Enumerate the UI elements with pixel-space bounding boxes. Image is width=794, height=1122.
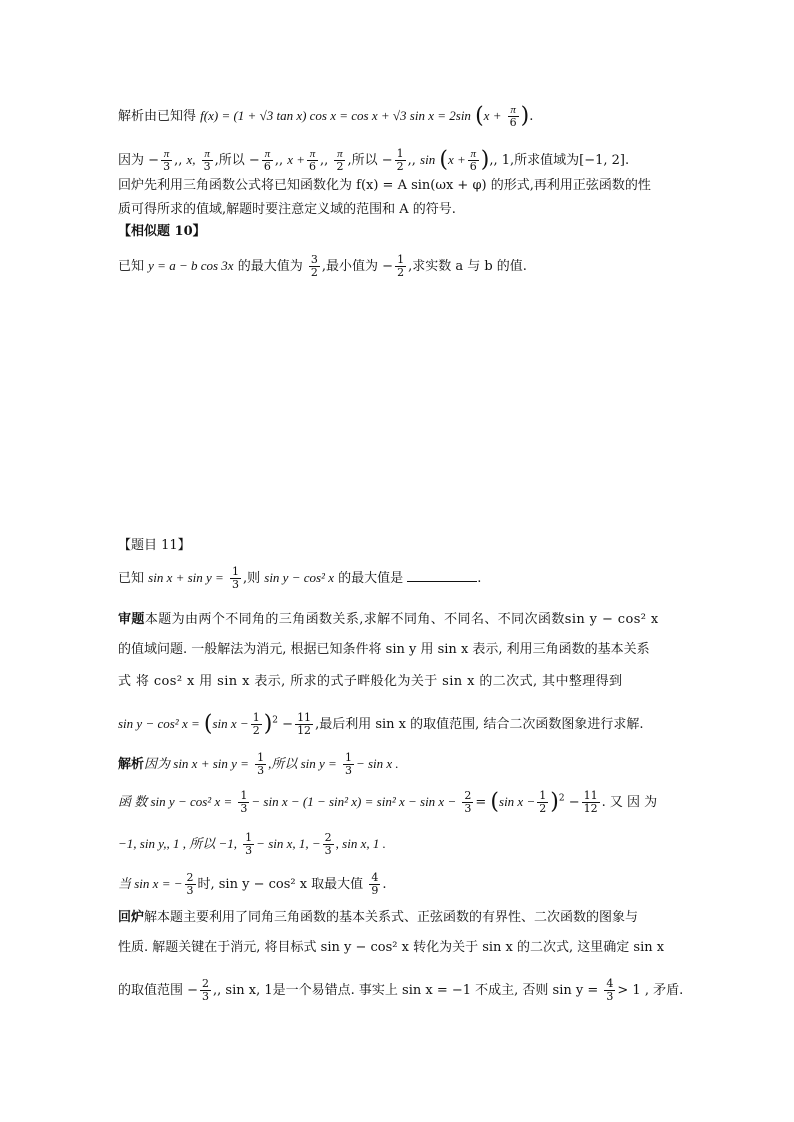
solution-line-3 xyxy=(118,178,651,194)
fraction xyxy=(537,790,548,815)
paren: ) xyxy=(263,711,273,737)
fraction xyxy=(295,712,313,737)
text: ,, sin x, 1是一个易错点. 事实上 sin x = −1 不成主, 否则 sin y = xyxy=(213,983,599,998)
text: ,则 xyxy=(242,571,261,586)
numerator: 1 xyxy=(245,831,253,844)
numerator: 2 xyxy=(202,977,210,990)
exponent: 2 xyxy=(558,793,565,804)
math-expression: 因为 sin x + sin y = xyxy=(144,756,249,771)
equals: = xyxy=(475,795,487,810)
numerator: 1 xyxy=(396,147,404,160)
fraction xyxy=(508,104,519,129)
heading: 【题目 11】 xyxy=(118,538,191,553)
math-expression: sin xyxy=(420,152,436,167)
math-expression: 当 sin x = − xyxy=(118,876,183,891)
review-line-3 xyxy=(118,978,683,1003)
sep: ,, xyxy=(174,153,183,168)
solution-label: 解析 xyxy=(118,757,145,772)
fraction xyxy=(251,712,262,737)
text: . 又 因 为 xyxy=(601,795,658,810)
math-expression: −1, sin y,, 1 , 所以 −1, xyxy=(118,836,238,851)
numerator: 1 xyxy=(344,751,352,764)
denominator: 2 xyxy=(396,160,404,173)
sep: ,, xyxy=(274,153,284,168)
review-line-1 xyxy=(118,910,638,926)
denominator: 6 xyxy=(469,160,477,173)
denominator: 12 xyxy=(583,802,598,815)
fraction xyxy=(323,832,334,857)
fraction xyxy=(334,148,345,173)
numerator: π xyxy=(508,104,519,117)
text: 回炉先利用三角函数公式将已知函数化为 f(x) = A sin(ωx + φ) 的形式,再利用正弦函数的性 xyxy=(118,178,651,193)
math-expression: 函 数 sin y − cos² x = xyxy=(118,794,233,809)
denominator: 2 xyxy=(539,802,547,815)
math-expression: x + xyxy=(447,152,466,167)
math-expression: ,所以 sin y = xyxy=(268,756,337,771)
text: 因为 xyxy=(118,153,145,168)
review-label: 回炉 xyxy=(118,910,145,925)
math-expression: sin y − cos² x = xyxy=(118,716,200,731)
math-expression: , sin x, 1 . xyxy=(335,836,386,851)
solution-line-4 xyxy=(118,202,456,218)
solution-line-1 xyxy=(118,104,533,129)
fraction xyxy=(307,148,318,173)
numerator: π xyxy=(202,148,213,161)
paren: ) xyxy=(480,147,490,173)
text: ,最后利用 sin x 的取值范围, 结合二次函数图象进行求解. xyxy=(315,717,644,732)
text: 1,所求值域为[−1, 2]. xyxy=(501,153,630,168)
solution-line-2 xyxy=(118,148,629,173)
denominator: 3 xyxy=(257,764,265,777)
period: . xyxy=(477,571,482,586)
minus: − xyxy=(381,153,393,168)
text: ,最小值为 xyxy=(321,259,379,274)
denominator: 2 xyxy=(336,160,344,173)
text: 质可得所求的值域,解题时要注意定义域的范围和 A 的符号. xyxy=(118,202,456,217)
numerator: π xyxy=(262,148,273,161)
numerator: π xyxy=(307,148,318,161)
denominator: 3 xyxy=(203,160,211,173)
similar-question xyxy=(118,254,527,279)
numerator: 1 xyxy=(397,253,405,266)
fraction xyxy=(369,872,380,897)
math-expression: y = a − b cos 3x xyxy=(148,258,234,273)
math-expression: − sin x − (1 − sin² x) = sin² x − sin x − xyxy=(251,794,457,809)
text: 式 将 cos² x 用 sin x 表示, 所求的式子畔般化为关于 sin x 的二次式, 其中整理得到 xyxy=(118,674,623,689)
numerator: π xyxy=(334,148,345,161)
text: 的取值范围 − xyxy=(118,983,199,998)
fraction xyxy=(582,790,600,815)
minus: − xyxy=(248,153,260,168)
numerator: 11 xyxy=(583,789,598,802)
text: > 1 , 矛盾. xyxy=(617,983,684,998)
fraction xyxy=(343,752,354,777)
solution-line-8 xyxy=(118,872,386,897)
numerator: π xyxy=(468,148,479,161)
minus: − xyxy=(568,795,580,810)
fraction xyxy=(262,148,273,173)
problem-title xyxy=(118,538,191,554)
denominator: 3 xyxy=(240,802,248,815)
text: 时, sin y − cos² x 取最大值 xyxy=(197,877,364,892)
solution-line-6 xyxy=(118,790,657,815)
paren: ( xyxy=(490,789,500,815)
numerator: π xyxy=(161,148,172,161)
math-expression: − sin x, 1, − xyxy=(256,836,321,851)
math-expression: x + xyxy=(287,152,306,167)
numerator: 1 xyxy=(231,565,239,578)
math-expression: x + xyxy=(483,108,502,123)
text: 解本题主要利用了同角三角函数的基本关系式、正弦函数的有界性、二次函数的图象与 xyxy=(144,910,639,925)
denominator: 2 xyxy=(397,266,405,279)
denominator: 3 xyxy=(344,764,352,777)
analysis-line-2 xyxy=(118,642,650,658)
denominator: 9 xyxy=(371,884,379,897)
numerator: 2 xyxy=(324,831,332,844)
analysis-line-1 xyxy=(118,612,659,628)
sep: ,, xyxy=(407,153,416,168)
denominator: 12 xyxy=(297,724,312,737)
numerator: 4 xyxy=(371,871,379,884)
paren: ( xyxy=(475,103,484,129)
text: 的最大值为 xyxy=(237,259,303,274)
math-expression: sin y − cos² x xyxy=(264,570,334,585)
numerator: 1 xyxy=(252,711,260,724)
denominator: 3 xyxy=(163,160,171,173)
fraction xyxy=(230,566,241,591)
text: ,求实数 a 与 b 的值. xyxy=(408,259,527,274)
fraction xyxy=(185,872,196,897)
fraction xyxy=(238,790,249,815)
paren: ( xyxy=(439,147,448,173)
fraction xyxy=(604,978,615,1003)
paren: ) xyxy=(520,103,530,129)
fraction xyxy=(395,148,406,173)
denominator: 2 xyxy=(252,724,260,737)
text: 的值域问题. 一般解法为消元, 根据已知条件将 sin y 用 sin x 表示, 利用三角函数的基本关系 xyxy=(118,642,650,657)
math-expression: f(x) = (1 + √3 tan x) cos x = cos x + √3 sin x = 2sin xyxy=(200,108,471,123)
text: 的最大值是 xyxy=(338,571,404,586)
analysis-label: 审题 xyxy=(118,612,145,627)
math-expression: sin x + sin y = xyxy=(148,570,224,585)
denominator: 3 xyxy=(202,990,210,1003)
denominator: 6 xyxy=(309,160,317,173)
paren: ) xyxy=(550,789,559,815)
numerator: 1 xyxy=(240,789,248,802)
period: . xyxy=(382,877,387,892)
text: 已知 xyxy=(118,571,145,586)
fraction xyxy=(202,148,213,173)
denominator: 6 xyxy=(509,116,517,129)
solution-line-7 xyxy=(118,832,386,857)
fraction xyxy=(395,254,406,279)
heading: 【相似题 10】 xyxy=(118,224,206,239)
text: ,所以 xyxy=(347,153,378,168)
numerator: 2 xyxy=(186,871,194,884)
exponent: 2 xyxy=(272,715,279,726)
sep: ,, xyxy=(320,153,329,168)
text: 性质. 解题关键在于消元, 将目标式 sin y − cos² x 转化为关于 sin x 的二次式, 这里确定 sin x xyxy=(118,940,665,955)
review-line-2 xyxy=(118,940,664,956)
math-expression: − sin x . xyxy=(355,756,399,771)
fraction xyxy=(309,254,320,279)
math-expression: x, xyxy=(186,152,196,167)
denominator: 3 xyxy=(606,990,614,1003)
minus: − xyxy=(282,717,294,732)
numerator: 1 xyxy=(539,789,547,802)
numerator: 1 xyxy=(257,751,265,764)
minus: − xyxy=(382,259,394,274)
solution-label: 解析由已知得 xyxy=(118,109,197,124)
period: . xyxy=(529,109,534,124)
analysis-line-4 xyxy=(118,712,644,737)
fraction xyxy=(468,148,479,173)
math-expression: sin x − xyxy=(499,794,536,809)
numerator: 11 xyxy=(297,711,312,724)
text: 本题为由两个不同角的三角函数关系,求解不同角、不同名、不同次函数sin y − cos² x xyxy=(144,612,659,627)
solution-line-5 xyxy=(118,752,399,777)
answer-blank xyxy=(407,571,477,582)
denominator: 2 xyxy=(310,266,318,279)
numerator: 3 xyxy=(310,253,318,266)
denominator: 3 xyxy=(245,844,253,857)
denominator: 3 xyxy=(464,802,472,815)
fraction xyxy=(243,832,254,857)
analysis-line-3 xyxy=(118,674,622,690)
denominator: 3 xyxy=(231,578,239,591)
denominator: 6 xyxy=(263,160,271,173)
text: ,所以 xyxy=(214,153,245,168)
paren: ( xyxy=(203,711,213,737)
numerator: 4 xyxy=(606,977,614,990)
similar-title xyxy=(118,224,206,240)
text: 已知 xyxy=(118,259,145,274)
math-expression: sin x − xyxy=(212,716,249,731)
fraction xyxy=(200,978,211,1003)
fraction xyxy=(462,790,473,815)
fraction xyxy=(255,752,266,777)
problem-question xyxy=(118,566,481,591)
minus: − xyxy=(148,153,160,168)
denominator: 3 xyxy=(324,844,332,857)
sep: ,, xyxy=(489,153,498,168)
numerator: 2 xyxy=(464,789,472,802)
denominator: 3 xyxy=(186,884,194,897)
fraction xyxy=(161,148,172,173)
